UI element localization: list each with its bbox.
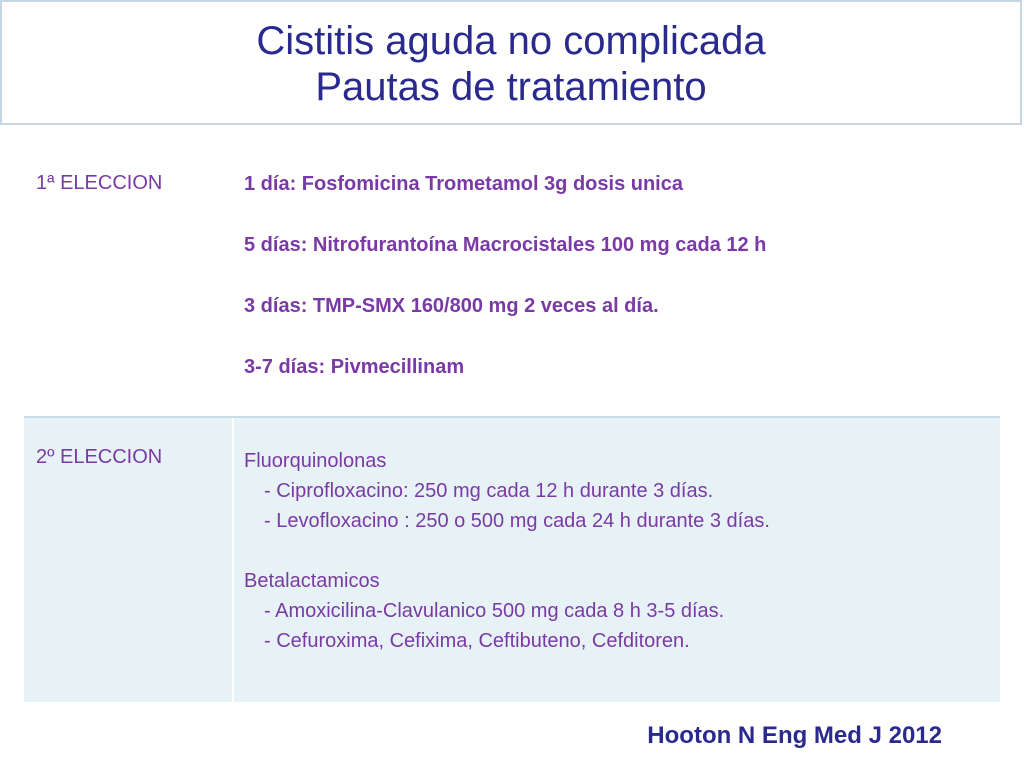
slide-subtitle: Pautas de tratamiento (315, 65, 707, 109)
first-choice-item: 3 días: TMP-SMX 160/800 mg 2 veces al día. (244, 295, 659, 317)
slide-title: Cistitis aguda no complicada (256, 19, 766, 63)
drug-group-item: - Ciprofloxacino: 250 mg cada 12 h durante 3 días. (264, 480, 714, 502)
second-choice-content (234, 418, 1000, 702)
first-choice-label: 1ª ELECCION (36, 172, 163, 194)
drug-group-item: - Levofloxacino : 250 o 500 mg cada 24 h durante 3 días. (264, 510, 770, 532)
second-choice-label: 2º ELECCION (24, 418, 234, 702)
first-choice-item: 1 día: Fosfomicina Trometamol 3g dosis unica (244, 173, 683, 195)
slide-title-box (0, 0, 1022, 125)
drug-group-title: Betalactamicos (244, 570, 380, 592)
group-spacer (244, 536, 1000, 566)
first-choice-content (234, 148, 1000, 416)
second-choice-row (24, 416, 1000, 702)
drug-group-item: - Cefuroxima, Cefixima, Ceftibuteno, Cefditoren. (264, 630, 690, 652)
treatment-table (24, 148, 1000, 702)
citation: Hooton N Eng Med J 2012 (647, 722, 942, 749)
drug-group-title: Fluorquinolonas (244, 450, 387, 472)
first-choice-item: 3-7 días: Pivmecillinam (244, 356, 465, 378)
first-choice-row (24, 148, 1000, 416)
first-choice-item: 5 días: Nitrofurantoína Macrocistales 100 mg cada 12 h (244, 234, 767, 256)
drug-group-item: - Amoxicilina-Clavulanico 500 mg cada 8 h 3-5 días. (264, 600, 725, 622)
